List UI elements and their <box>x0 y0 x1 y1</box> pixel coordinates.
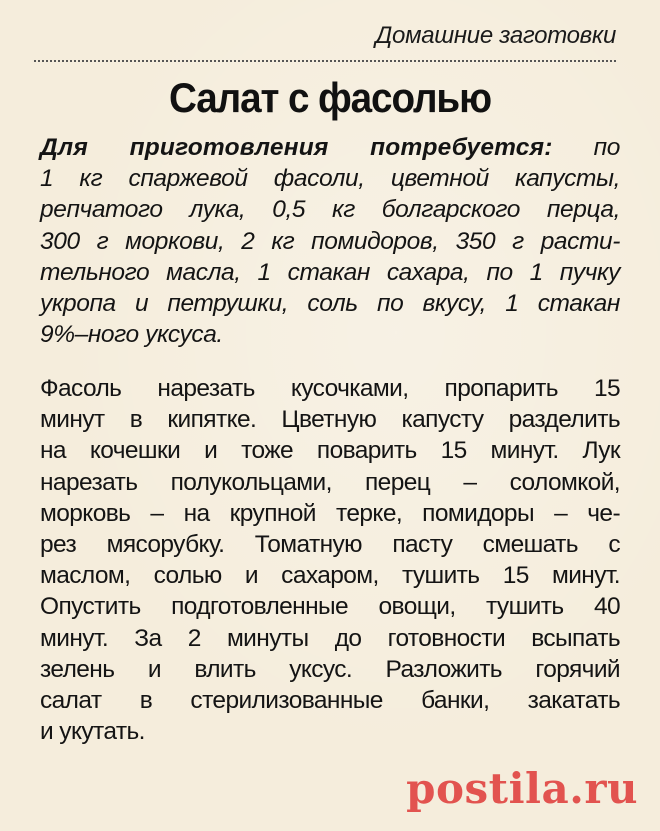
ingredients-lead: Для приготовления потребуется: <box>40 134 553 161</box>
ingredients-text: по <box>593 134 620 161</box>
method-line: морковь – на крупной терке, помидоры – че- <box>40 499 620 527</box>
ingredients-line: укропа и петрушки, соль по вкусу, 1 стакан <box>40 290 620 318</box>
method-line: нарезать полукольцами, перец – соломкой, <box>40 468 620 496</box>
ingredients-line: тельного масла, 1 стакан сахара, по 1 пучку <box>40 258 620 286</box>
method-line: салат в стерилизованные банки, закатать <box>40 687 620 715</box>
method-line: Фасоль нарезать кусочками, пропарить 15 <box>40 375 620 402</box>
section-header: Домашние заготовки <box>375 22 616 49</box>
method-line: зелень и влить уксус. Разложить горячий <box>40 655 620 683</box>
ingredients-line: 9%–ного уксуса. <box>40 321 223 349</box>
watermark-logo: postila.ru <box>406 764 638 813</box>
method-line: минут в кипятке. Цветную капусту разделить <box>40 406 620 434</box>
method-line: и укутать. <box>40 718 145 746</box>
method-line: Опустить подготовленные овощи, тушить 40 <box>40 593 620 621</box>
recipe-title: Салат с фасолью <box>169 74 491 121</box>
method-line: маслом, солью и сахаром, тушить 15 минут. <box>40 562 620 590</box>
ingredients-line: репчатого лука, 0,5 кг болгарского перца, <box>40 196 620 224</box>
ingredients-block <box>40 132 620 350</box>
ingredients-line: 300 г моркови, 2 кг помидоров, 350 г расти- <box>40 227 620 255</box>
ingredients-line: 1 кг спаржевой фасоли, цветной капусты, <box>40 165 620 193</box>
header-divider <box>34 60 616 62</box>
method-line: рез мясорубку. Томатную пасту смешать с <box>40 531 620 559</box>
ingredients-line <box>40 132 620 163</box>
method-line: на кочешки и тоже поварить 15 минут. Лук <box>40 437 620 465</box>
method-line: минут. За 2 минуты до готовности всыпать <box>40 624 620 652</box>
method-block <box>40 373 620 747</box>
